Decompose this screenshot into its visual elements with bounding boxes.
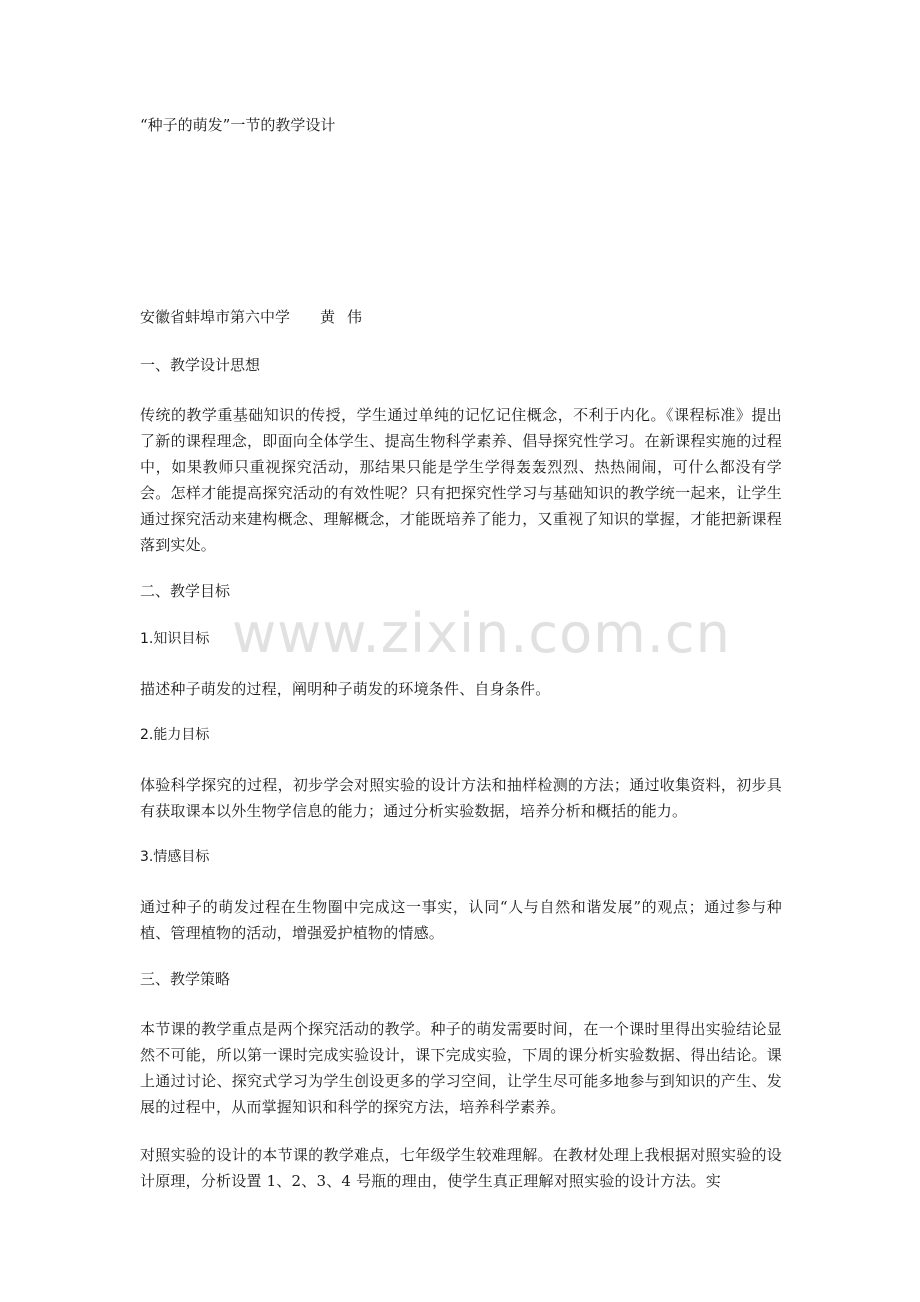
section-heading-strategy: 三、教学策略	[140, 970, 231, 988]
subheading-emotion-goal: 3.情感目标	[140, 849, 210, 865]
school-name: 安徽省蚌埠市第六中学	[140, 308, 291, 326]
paragraph-knowledge-goal: 描述种子萌发的过程，阐明种子萌发的环境条件、自身条件。	[140, 680, 551, 698]
author-line	[140, 306, 374, 328]
document-body	[140, 354, 782, 1216]
paragraph-emotion-goal: 通过种子的萌发过程在生物圈中完成这一事实，认同“人与自然和谐发展”的观点；通过参与种植、管理植物的活动，增强爱护植物的情感。	[140, 898, 782, 942]
author-name: 黄伟	[320, 308, 375, 326]
document-title: “种子的萌发”一节的教学设计	[140, 116, 336, 134]
paragraph-ability-goal: 体验科学探究的过程，初步学会对照实验的设计方法和抽样检测的方法；通过收集资料，初步具有获取课本以外生物学信息的能力；通过分析实验数据，培养分析和概括的能力。	[140, 776, 782, 820]
paragraph-strategy-1: 本节课的教学重点是两个探究活动的教学。种子的萌发需要时间，在一个课时里得出实验结论显然不可能，所以第一课时完成实验设计，课下完成实验，下周的课分析实验数据、得出结论。课上通过讨论、探究式学习为学生创设更多的学习空间，让学生尽可能多地参与到知识的产生、发展的过程中，从而掌握知识和科学的探究方法，培养科学素养。	[140, 1020, 782, 1116]
section-heading-design-idea: 一、教学设计思想	[140, 356, 261, 374]
paragraph-design-idea: 传统的教学重基础知识的传授，学生通过单纯的记忆记住概念，不利于内化。《课程标准》提出了新的课程理念，即面向全体学生、提高生物科学素养、倡导探究性学习。在新课程实施的过程中，如果教师只重视探究活动，那结果只能是学生学得轰轰烈烈、热热闹闹，可什么都没有学会。怎样才能提高探究活动的有效性呢？只有把探究性学习与基础知识的教学统一起来，让学生通过探究活动来建构概念、理解概念，才能既培养了能力，又重视了知识的掌握，才能把新课程落到实处。	[140, 406, 782, 554]
section-heading-goals: 二、教学目标	[140, 582, 231, 600]
paragraph-strategy-2: 对照实验的设计的本节课的教学难点，七年级学生较难理解。在教材处理上我根据对照实验的设计原理，分析设置 1、2、3、4 号瓶的理由，使学生真正理解对照实验的设计方法。实	[140, 1146, 782, 1190]
subheading-ability-goal: 2.能力目标	[140, 727, 210, 743]
watermark: www.zixin.com.cn	[232, 602, 731, 665]
subheading-knowledge-goal: 1.知识目标	[140, 631, 210, 647]
